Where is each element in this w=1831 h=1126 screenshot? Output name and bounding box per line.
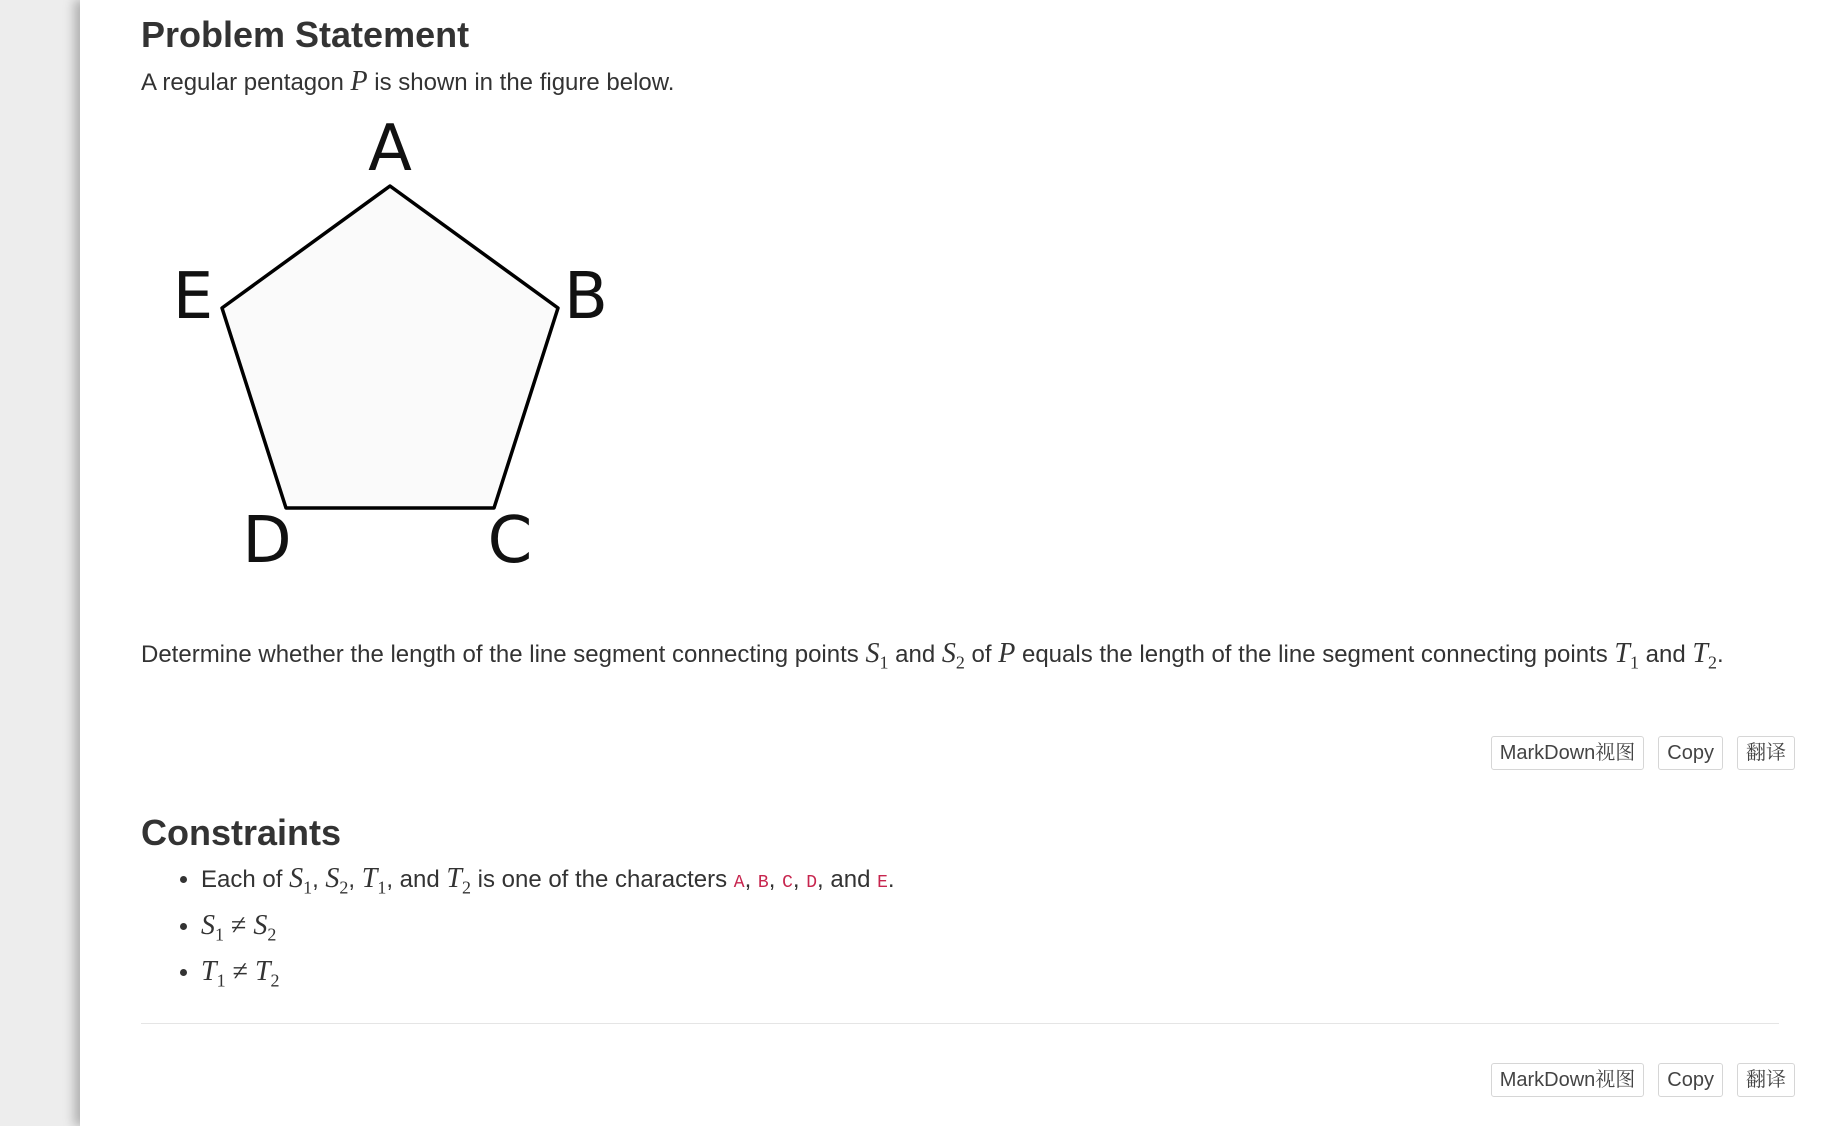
constraint-text: , and (817, 866, 878, 893)
char-code: B (757, 873, 769, 893)
var-letter: S (201, 909, 215, 941)
var-letter: T (1614, 638, 1630, 669)
constraint-text: , (792, 866, 807, 893)
question-part: equals the length of the line segment connecting points (1015, 641, 1615, 668)
var-sub: 2 (1707, 652, 1717, 673)
left-gutter (0, 0, 80, 1126)
var-t2 (446, 863, 471, 898)
not-equal-sign: ≠ (224, 909, 254, 941)
var-sub: 1 (303, 877, 313, 898)
question-part: and (1638, 641, 1693, 668)
var-s1 (865, 638, 889, 673)
var-sub: 2 (270, 970, 280, 991)
var-sub: 2 (267, 924, 277, 945)
constraint-item (201, 860, 895, 907)
question-part: Determine whether the length of the line segment connecting points (141, 641, 866, 668)
var-letter: T (361, 863, 378, 894)
pentagon-shape (222, 186, 558, 508)
vertex-label-c: C (487, 504, 533, 578)
problem-statement-heading: Problem Statement (141, 14, 470, 55)
char-code: A (733, 873, 745, 893)
problem-button-row (1491, 736, 1795, 770)
pentagon-figure (131, 110, 661, 640)
vertex-label-e: E (172, 260, 214, 334)
constraints-button-row (1491, 1063, 1795, 1097)
question-text (141, 638, 1724, 674)
vertex-label-b: B (564, 260, 608, 334)
constraint-text: . (887, 866, 895, 893)
var-letter: T (1692, 638, 1708, 669)
constraints-list (171, 860, 895, 1000)
var-sub: 2 (461, 877, 471, 898)
var-t1 (361, 863, 387, 898)
var-sub: 1 (215, 924, 224, 945)
var-sub: 1 (216, 970, 226, 991)
section-divider (141, 1023, 1779, 1024)
constraint-text: , (768, 866, 783, 893)
var-letter: T (254, 956, 271, 988)
intro-after: is shown in the figure below. (367, 69, 675, 96)
question-part: . (1716, 641, 1724, 668)
constraint-math (201, 909, 277, 945)
constraints-heading: Constraints (141, 812, 342, 853)
copy-button[interactable]: Copy (1658, 1063, 1723, 1097)
var-letter: S (941, 638, 956, 669)
var-p: P (998, 638, 1016, 669)
var-p: P (350, 66, 368, 97)
intro-text (141, 66, 674, 98)
vertex-label-a: A (368, 112, 412, 186)
var-sub: 1 (879, 652, 889, 673)
var-s2 (325, 863, 349, 898)
var-s2 (941, 638, 965, 673)
problem-page (80, 0, 1831, 1126)
translate-button[interactable]: 翻译 (1737, 736, 1795, 770)
var-letter: S (253, 909, 268, 941)
markdown-view-button[interactable]: MarkDown视图 (1491, 736, 1645, 770)
not-equal-sign: ≠ (225, 956, 255, 988)
translate-button[interactable]: 翻译 (1737, 1063, 1795, 1097)
constraint-text: is one of the characters (470, 866, 734, 893)
question-part: and (888, 641, 942, 668)
var-letter: S (289, 863, 304, 894)
var-t1 (1614, 638, 1639, 673)
var-sub: 2 (339, 877, 349, 898)
constraint-item (201, 953, 895, 1000)
constraint-text: , (348, 866, 362, 893)
constraint-text: , (744, 866, 758, 893)
vertex-label-d: D (242, 504, 292, 578)
question-part: of (964, 641, 999, 668)
var-letter: T (201, 956, 217, 988)
intro-before: A regular pentagon (141, 69, 351, 96)
copy-button[interactable]: Copy (1658, 736, 1723, 770)
constraint-math (201, 956, 280, 991)
var-letter: S (865, 638, 880, 669)
var-s1 (289, 863, 313, 898)
markdown-view-button[interactable]: MarkDown视图 (1491, 1063, 1645, 1097)
char-code: C (782, 873, 793, 893)
var-letter: S (325, 863, 340, 894)
char-code: D (806, 873, 818, 893)
constraint-text: , (312, 866, 326, 893)
var-sub: 1 (1629, 652, 1639, 673)
var-letter: T (446, 863, 462, 894)
char-code: E (877, 873, 888, 893)
constraint-text: Each of (201, 866, 290, 893)
constraint-text: , and (386, 866, 447, 893)
var-sub: 2 (955, 652, 965, 673)
constraint-item (201, 907, 895, 954)
var-t2 (1692, 638, 1717, 673)
var-sub: 1 (377, 877, 387, 898)
